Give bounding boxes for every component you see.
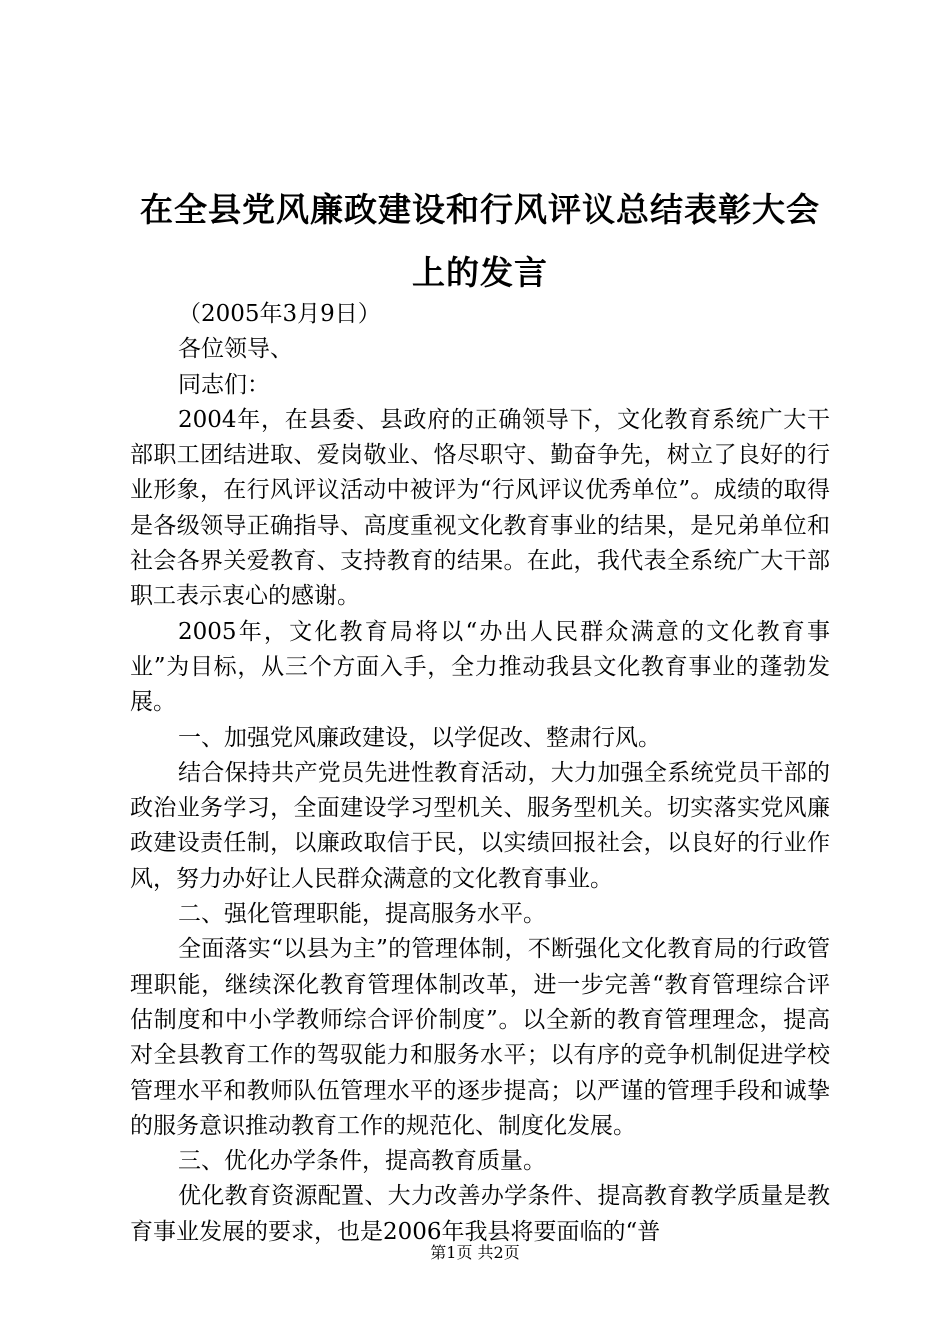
- salutation-comrades: 同志们：: [178, 371, 270, 398]
- page-number-footer: 第1页 共2页: [430, 1243, 520, 1262]
- paragraph-section-3: 优化教育资源配置、大力改善办学条件、提高教育教学质量是教育事业发展的要求，也是2006年我县将要面临的“普: [130, 1183, 830, 1245]
- document-title: 在全县党风廉政建设和行风评议总结表彰大会上的发言: [140, 190, 820, 292]
- paragraph-2004-summary: 2004年，在县委、县政府的正确领导下，文化教育系统广大干部职工团结进取、爱岗敬业、恪尽职守、勤奋争先，树立了良好的行业形象，在行风评议活动中被评为“行风评议优秀单位”。成绩的取得是各级领导正确指导、高度重视文化教育事业的结果，是兄弟单位和社会各界关爱教育、支持教育的结果。在此，我代表全系统广大干部职工表示衷心的感谢。: [130, 406, 830, 610]
- document-date: （2005年3月9日）: [178, 301, 381, 327]
- salutation-leaders: 各位领导、: [178, 336, 293, 363]
- document-body: [130, 297, 830, 1250]
- section-heading-3: 三、优化办学条件，提高教育质量。: [178, 1148, 546, 1175]
- section-heading-1: 一、加强党风廉政建设，以学促改、整肃行风。: [178, 724, 661, 751]
- paragraph-2005-goal: 2005年，文化教育局将以“办出人民群众满意的文化教育事业”为目标，从三个方面入手，全力推动我县文化教育事业的蓬勃发展。: [130, 618, 830, 716]
- section-heading-2: 二、强化管理职能，提高服务水平。: [178, 901, 546, 928]
- paragraph-section-1: 结合保持共产党员先进性教育活动，大力加强全系统党员干部的政治业务学习，全面建设学习型机关、服务型机关。切实落实党风廉政建设责任制，以廉政取信于民，以实绩回报社会，以良好的行业作风，努力办好让人民群众满意的文化教育事业。: [130, 759, 830, 892]
- paragraph-section-2: 全面落实“以县为主”的管理体制，不断强化文化教育局的行政管理职能，继续深化教育管理体制改革，进一步完善“教育管理综合评估制度和中小学教师综合评价制度”。以全新的教育管理理念，提高对全县教育工作的驾驭能力和服务水平；以有序的竞争机制促进学校管理水平和教师队伍管理水平的逐步提高；以严谨的管理手段和诚挚的服务意识推动教育工作的规范化、制度化发展。: [130, 936, 830, 1139]
